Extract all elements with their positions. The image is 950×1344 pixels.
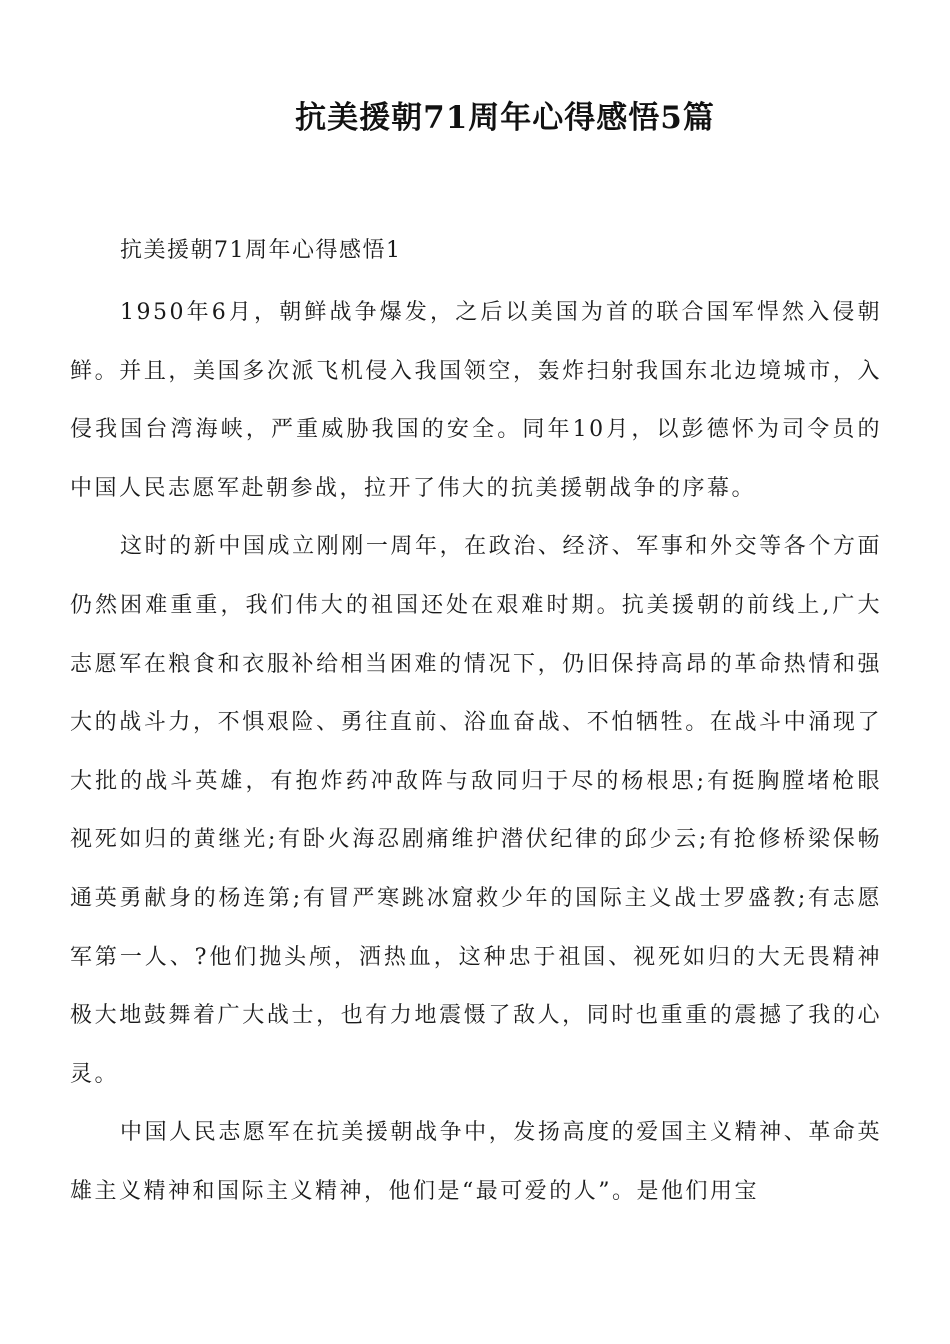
document-title: 抗美援朝71周年心得感悟5篇 [295, 100, 715, 136]
section-heading: 抗美援朝71周年心得感悟1 [120, 238, 402, 263]
paragraph-3: 中国人民志愿军在抗美援朝战争中，发扬高度的爱国主义精神、革命英雄主义精神和国际主义精神，他们是“最可爱的人”。是他们用宝 [70, 1120, 882, 1204]
paragraph-2: 这时的新中国成立刚刚一周年，在政治、经济、军事和外交等各个方面仍然困难重重，我们伟大的祖国还处在艰难时期。抗美援朝的前线上,广大志愿军在粮食和衣服补给相当困难的情况下，仍旧保持高昂的革命热情和强大的战斗力，不惧艰险、勇往直前、浴血奋战、不怕牺牲。在战斗中涌现了大批的战斗英雄，有抱炸药冲敌阵与敌同归于尽的杨根思;有挺胸膛堵枪眼视死如归的黄继光;有卧火海忍剧痛维护潜伏纪律的邱少云;有抢修桥梁保畅通英勇献身的杨连第;有冒严寒跳冰窟救少年的国际主义战士罗盛教;有志愿军第一人、?他们抛头颅，洒热血，这种忠于祖国、视死如归的大无畏精神极大地鼓舞着广大战士，也有力地震慑了敌人，同时也重重的震撼了我的心灵。 [70, 534, 882, 1087]
paragraph-1: 1950年6月，朝鲜战争爆发，之后以美国为首的联合国军悍然入侵朝鲜。并且，美国多次派飞机侵入我国领空，轰炸扫射我国东北边境城市，入侵我国台湾海峡，严重威胁我国的安全。同年10月，以彭德怀为司令员的中国人民志愿军赴朝参战，拉开了伟大的抗美援朝战争的序幕。 [70, 300, 882, 501]
document-body [70, 228, 882, 1222]
